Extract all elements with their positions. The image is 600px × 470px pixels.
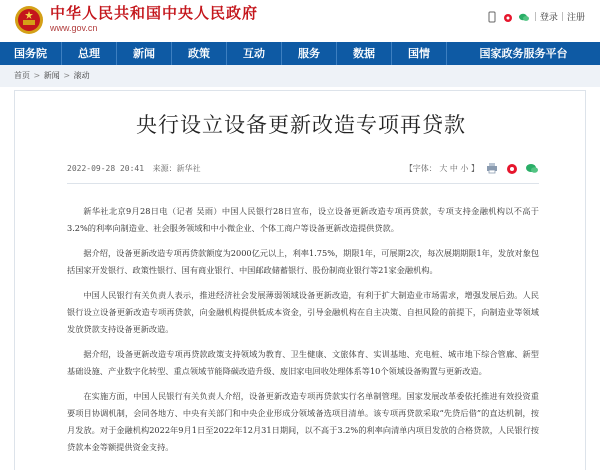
article-title: 央行设立设备更新改造专项再贷款 [136,113,466,137]
article-paragraph: 据介绍，设备更新改造专项再贷款额度为2000亿元以上，利率1.75%，期限1年，可展期2次，每次展期期限1年，发放对象包括国家开发银行、政策性银行、国有商业银行、中国邮政储蓄银行、股份制商业银行等21家金融机构。 [67,248,539,275]
breadcrumb-home[interactable]: 首页 [14,71,30,80]
breadcrumb [0,65,600,87]
print-icon[interactable] [485,161,499,175]
weibo-icon[interactable] [502,11,514,23]
nav-item-data[interactable]: 数据 [337,42,392,65]
nav-item-service[interactable]: 服务 [282,42,337,65]
breadcrumb-news[interactable]: 新闻 [43,71,60,80]
breadcrumb-separator: > [63,71,71,80]
article-paragraph: 中国人民银行有关负责人表示，推进经济社会发展薄弱领域设备更新改造，有利于扩大制造业市场需求，增强发展后劲。人民银行设立设备更新改造专项再贷款，向金融机构提供低成本资金，引导金融机构在自主决策、自担风险的前提下，向制造业等领域发放贷款支持设备更新改造。 [67,290,539,334]
nav-item-premier[interactable]: 总理 [62,42,117,65]
article-meta [67,163,539,177]
font-small-button[interactable]: 小 [460,164,469,173]
nav-item-national-conditions[interactable]: 国情 [392,42,447,65]
header-tools [484,10,586,23]
site-title: 中华人民共和国中央人民政府 [50,4,259,22]
wechat-icon[interactable] [518,11,530,23]
source-label: 来源： [152,164,177,173]
login-link[interactable]: 登录 [539,13,558,23]
register-link[interactable]: 注册 [566,13,585,23]
font-size-end: 】 [471,164,479,173]
article-paragraph: 在实施方面，中国人民银行有关负责人介绍，设备更新改造专项再贷款实行名单制管理。国家发展改革委依托推进有效投资重要项目协调机制，会同各地方、中央有关部门和中央企业形成分领域备选项目清单。该专项再贷款采取“先贷后借”的直达机制，按月发放。对于金融机构2022年9月1日至2022年12月31日期间，以不高于3.2%的利率向清单内项目发放的合格贷款，人民银行按贷款本金等额提供资金支持。 [67,391,539,452]
site-logo[interactable] [14,5,258,35]
wechat-icon[interactable] [525,161,539,175]
font-size-label: 【字体： [404,164,437,173]
font-medium-button[interactable]: 中 [449,164,458,173]
tools-separator: | [533,11,537,22]
share-bar [479,161,539,175]
meta-divider [67,183,539,184]
breadcrumb-separator: > [33,71,41,80]
article-source: 新华社 [176,164,201,173]
nav-item-news[interactable]: 新闻 [117,42,172,65]
nav-item-state-council[interactable]: 国务院 [0,42,62,65]
article-body [67,203,539,464]
weibo-icon[interactable] [505,161,519,175]
national-emblem-icon [14,5,44,35]
nav-item-interaction[interactable]: 互动 [227,42,282,65]
main-nav [0,42,600,65]
site-url: www.gov.cn [50,23,98,33]
nav-item-service-platform[interactable]: 国家政务服务平台 [479,47,568,60]
site-header [0,0,600,40]
mobile-icon[interactable] [486,11,498,23]
article-paragraph: 新华社北京9月28日电（记者 吴雨）中国人民银行28日宣布，设立设备更新改造专项再贷款，专项支持金融机构以不高于3.2%的利率向制造业、社会服务领域和中小微企业、个体工商户等设备更新改造提供贷款。 [67,206,539,233]
breadcrumb-scroll[interactable]: 滚动 [73,71,90,80]
nav-item-policy[interactable]: 政策 [172,42,227,65]
font-large-button[interactable]: 大 [439,164,448,173]
font-size-control [405,163,479,174]
tools-separator: | [560,11,564,22]
article-paragraph: 据介绍，设备更新改造专项再贷款政策支持领域为教育、卫生健康、文旅体育、实训基地、充电桩、城市地下综合管廊、新型基础设施、产业数字化转型、重点领域节能降碳改造升级、废旧家电回收处理体系等10个领域设备购置与更新改造。 [67,349,539,376]
article-date: 2022-09-28 20:41 [67,164,145,173]
article-container [14,90,586,470]
